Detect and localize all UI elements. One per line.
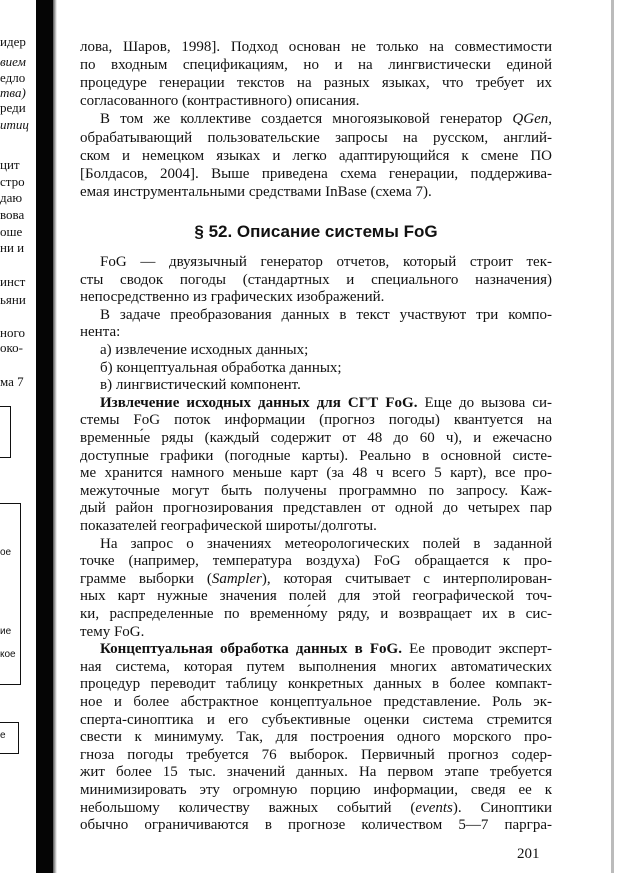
text-run: небольшому количеству важных событий ( (80, 799, 416, 816)
text-line (80, 448, 552, 466)
text-line (80, 694, 552, 712)
text-line (80, 377, 552, 395)
text-line (80, 129, 552, 147)
text-run: доступные графики (погодные карты). Реально в основной систе- (80, 447, 552, 464)
text-line (80, 165, 552, 183)
text-line (80, 465, 552, 483)
facing-page-fragment: итиц (0, 118, 29, 132)
text-run: ная система, которая путем выполнения многих автоматических (80, 658, 552, 675)
text-run: точке (например, температура воздуха) FoG обращается к про- (80, 553, 552, 570)
text-line (80, 360, 552, 378)
text-line (80, 147, 552, 165)
text-line (80, 183, 552, 201)
text-run: В задаче преобразования данных в текст участвуют три компо- (100, 306, 552, 323)
facing-page-fragment: вова (0, 208, 25, 222)
facing-page-fragment: ни и (0, 241, 25, 255)
text-run: На запрос о значениях метеорологических полей в заданной (100, 535, 552, 552)
text-run: жит более 15 тыс. значений данных. На первом этапе требуется (80, 764, 552, 781)
text-line (80, 307, 552, 325)
italic-term: Sampler (211, 570, 262, 587)
text-run: грамме выборки ( (80, 570, 212, 587)
page-number: 201 (517, 846, 540, 862)
facing-page-fragment: ьяни (0, 293, 26, 307)
text-run: в) лингвистический компонент. (100, 377, 301, 394)
text-run: гноза погоды требуется 76 выборок. Первичный прогноз содер- (80, 746, 552, 763)
italic-term: events (415, 799, 453, 816)
text-line (80, 500, 552, 518)
text-run: обрабатывающий пользовательские запросы на русском, англий- (80, 129, 552, 146)
text-line (80, 800, 552, 818)
text-line (80, 553, 552, 571)
text-run: ное и более абстрактное концептуальное представление. Роль эк- (80, 694, 552, 710)
facing-page-fragment: инст (0, 275, 26, 289)
text-run: по входным спецификациям, но и на лингвистически единой (80, 57, 552, 74)
facing-page-fragment: даю (0, 191, 23, 205)
text-run: FoG — двуязычный генератор отчетов, который строит тек- (100, 254, 552, 270)
text-run: свести к минимуму. Так, для построения одного морского про- (80, 729, 552, 746)
text-run: ных карт нужные значения полей для этой географической точ- (80, 588, 552, 605)
text-line (80, 676, 552, 694)
text-line (80, 641, 552, 659)
text-run: минимизировать эту огромную порцию информации, сведя ее к (80, 782, 552, 798)
text-run: согласованного (контрастивного) описания. (80, 93, 360, 110)
italic-term: QGen (512, 111, 549, 128)
text-line (80, 289, 552, 307)
run-in-heading: Извлечение исходных данных для СГТ FoG. (100, 394, 418, 411)
text-line (80, 342, 552, 360)
text-line (80, 74, 552, 92)
text-run: емая инструментальными средствами InBase (схема 7). (80, 183, 432, 200)
text-line (80, 659, 552, 677)
text-line (80, 729, 552, 747)
text-line (80, 764, 552, 782)
text-run: процедуре генерации текстов на разных языках, что требует их (80, 75, 552, 92)
text-line (80, 518, 552, 536)
facing-box-label: ие (0, 626, 12, 637)
facing-page-fragment: тва) (0, 86, 26, 100)
text-run: [Болдасов, 2004]. Выше приведена схема генерации, поддержива- (80, 165, 552, 182)
text-line (80, 782, 552, 800)
text-run: Ее проводит эксперт- (401, 641, 552, 658)
text-line (80, 747, 552, 765)
text-run: дый район прогнозирования представлен от одной до четырех пар (80, 500, 552, 517)
text-line (80, 536, 552, 554)
text-line (80, 395, 552, 413)
facing-page-fragment: ного (0, 326, 25, 340)
facing-page-fragment: ма 7 (0, 375, 24, 389)
text-run: ки, распределенные по временно́му ряду, и возвращает их в сис- (80, 606, 552, 622)
text-run: ском и немецком языках и легко адаптирующийся к смене ПО (80, 147, 552, 164)
text-run: межуточные могут быть получены программно по запросу. Каж- (80, 482, 552, 499)
run-in-heading: Концептуальная обработка данных в FoG. (100, 641, 402, 658)
text-line (80, 571, 552, 589)
text-run: сперта-синоптика и его субъективные оценки система стремится (80, 711, 552, 728)
text-run: ), которая считывает с интерполирован- (261, 570, 552, 587)
text-run: , (548, 111, 552, 128)
facing-page-fragment: идер (0, 35, 26, 49)
text-run: обычно ограничиваются в прогнозе количеством 5—7 паргра- (80, 817, 552, 834)
text-line (80, 272, 552, 290)
text-line (80, 483, 552, 501)
text-run: тему FoG. (80, 623, 145, 640)
text-run: Еще до вызова си- (417, 394, 552, 411)
facing-page-box (0, 406, 11, 458)
text-line (80, 712, 552, 730)
scan-binding-gradient (53, 0, 57, 873)
text-run: сты сводок погоды (стандартных и специального назначения) (80, 271, 552, 288)
facing-page-fragment: око- (0, 341, 23, 355)
facing-box-label: кое (0, 649, 16, 660)
text-run: нента: (80, 324, 121, 341)
facing-page-fragment: стро (0, 175, 25, 189)
scan-binding-shadow (36, 0, 53, 873)
text-line (80, 92, 552, 110)
text-run: ). Синоптики (452, 799, 552, 816)
facing-box-label: ое (0, 547, 12, 558)
facing-page-fragment: цит (0, 158, 20, 172)
text-line (80, 588, 552, 606)
facing-page-fragment: едло (0, 71, 26, 85)
text-line (80, 56, 552, 74)
text-line (80, 254, 552, 272)
text-run: а) извлечение исходных данных; (100, 342, 309, 358)
facing-page-fragment: реди (0, 101, 26, 115)
facing-box-label: е (0, 730, 6, 741)
text-line (80, 324, 552, 342)
text-run: временны́е ряды (каждый содержит от 48 до 60 ч), и ежечасно (80, 430, 552, 446)
scan-page-edge (611, 0, 614, 873)
facing-page-fragment: вием (0, 55, 26, 69)
text-line (80, 624, 552, 642)
text-line (80, 110, 552, 128)
text-run: непосредственно из графических изображений. (80, 289, 385, 306)
text-run: показателей географической широты/долготы. (80, 518, 377, 534)
text-line (80, 38, 552, 56)
text-line (80, 606, 552, 624)
section-heading: § 52. Описание системы FoG (194, 222, 438, 241)
facing-page-fragment: оше (0, 225, 23, 239)
text-line (80, 412, 552, 430)
text-run: б) концептуальная обработка данных; (100, 359, 342, 376)
text-run: лова, Шаров, 1998]. Подход основан не только на совместимости (80, 39, 552, 55)
text-line (80, 817, 552, 835)
text-line (80, 430, 552, 448)
text-run: стемы FoG поток информации (прогноз погоды) квантуется на (80, 412, 552, 429)
text-run: процедур переводит таблицу конкретных данных в более компакт- (80, 676, 552, 693)
text-run: В том же коллективе создается многоязыковой генератор (100, 111, 513, 128)
text-run: ме хранится намного меньше карт (за 48 ч всего 5 карт), все про- (80, 465, 552, 482)
